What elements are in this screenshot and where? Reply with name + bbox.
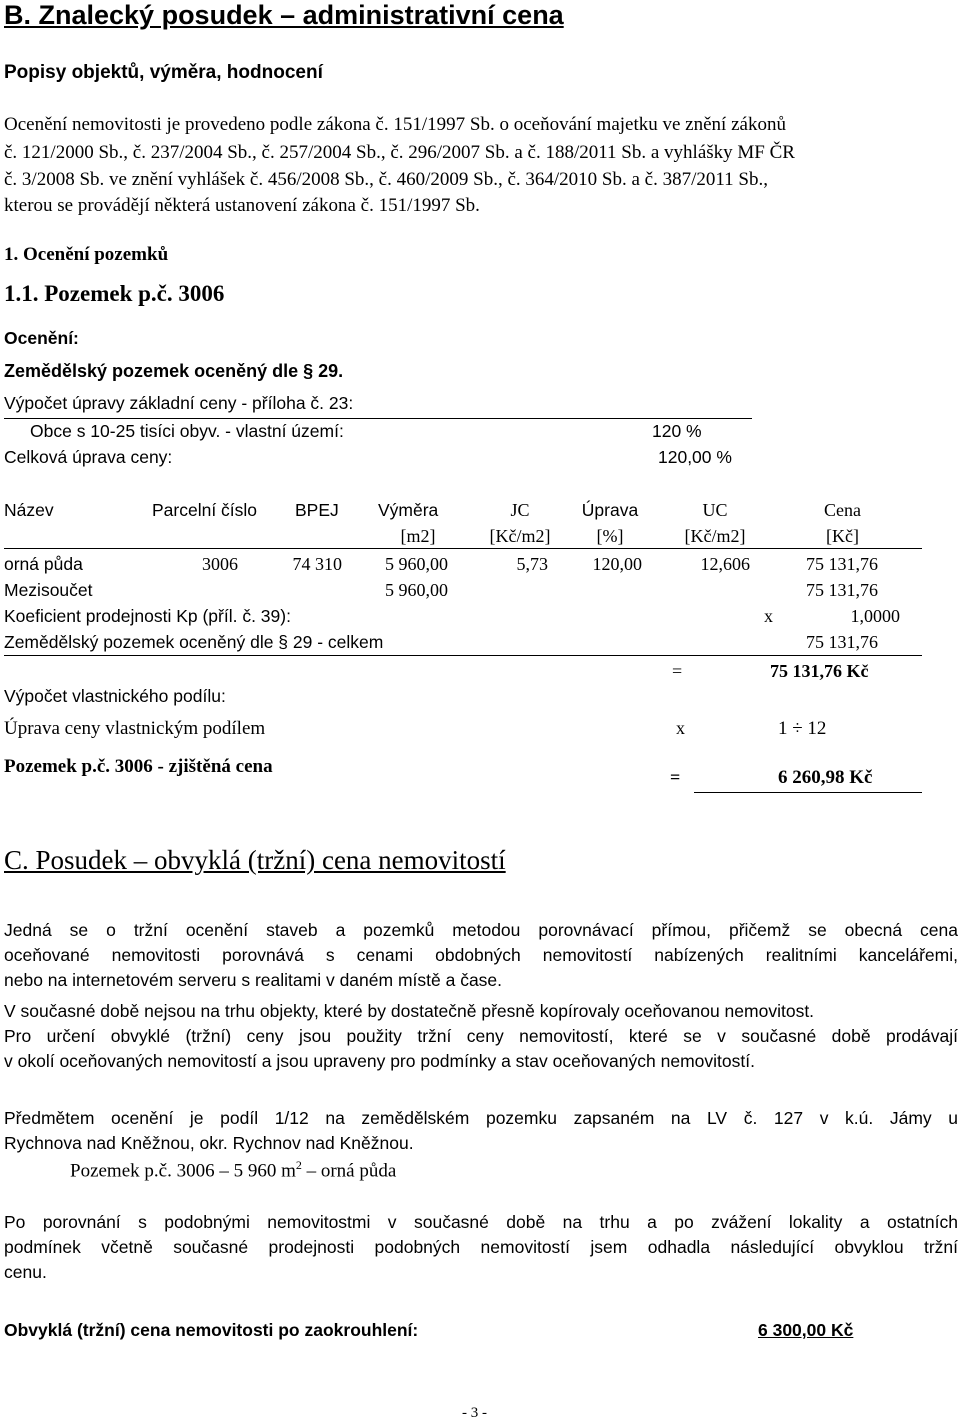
celkova-label: Celková úprava ceny: (4, 447, 173, 467)
th-cena-unit: [Kč] (826, 526, 859, 546)
th-jc: JC (510, 500, 530, 520)
th-bpej: BPEJ (295, 500, 339, 520)
para2-line-3: v okolí oceňovaných nemovitostí a jsou upraveny pro podmínky a stav oceňovaných nemovitostí. (4, 1051, 755, 1071)
td-vymera: 5 960,00 (385, 554, 448, 574)
para4-line-1: Po porovnání s podobnými nemovitostmi v současné době na trhu a po zvážení lokality a ostatních (4, 1212, 958, 1232)
para3-line-1: Předmětem ocenění je podíl 1/12 na zemědělském pozemku zapsaném na LV č. 127 v k.ú. Jámy u (4, 1108, 958, 1128)
oceneni-label: Ocenění: (4, 328, 79, 348)
para1-line-1: Jedná se o tržní ocenění staveb a pozemků metodou porovnávací přímou, přičemž se obecná cena (4, 920, 958, 940)
section-1-1-heading: 1.1. Pozemek p.č. 3006 (4, 281, 225, 306)
para4-line-2: podmínek včetně současné prodejnosti podobných nemovitostí jsem odhadla následující obvyklou tržní (4, 1237, 958, 1257)
paragraph-4 (4, 1210, 958, 1285)
celkem-label: Zemědělský pozemek oceněný dle § 29 - celkem (4, 632, 384, 652)
pozemek-line-text: Pozemek p.č. 3006 – 5 960 m (70, 1160, 296, 1182)
uprava-podilem-x: x (676, 718, 685, 738)
th-uc-unit: [Kč/m2] (684, 526, 746, 546)
paragraph-3 (4, 1106, 958, 1156)
para4-line-3: cenu. (4, 1262, 47, 1282)
pozemek-cena-label: Pozemek p.č. 3006 - zjištěná cena (4, 756, 273, 777)
koef-label: Koeficient prodejnosti Kp (příl. č. 39): (4, 606, 291, 626)
divider-line (4, 418, 752, 419)
page-number: - 3 - (462, 1405, 487, 1421)
th-parcelni: Parcelní číslo (152, 500, 258, 520)
th-jc-unit: [Kč/m2] (489, 526, 551, 546)
celkova-value: 120,00 % (658, 447, 732, 467)
td-uprava: 120,00 (592, 554, 642, 574)
th-uprava: Úprava (581, 500, 639, 520)
section-b-title: B. Znalecký posudek – administrativní cena (4, 0, 564, 30)
td-cena: 75 131,76 (806, 554, 878, 574)
vypocet-upravy: Výpočet úpravy základní ceny - příloha č. 23: (4, 393, 354, 413)
section-1-heading: 1. Ocenění pozemků (4, 244, 169, 265)
para1-line-3: nebo na internetovém serveru s realitami v daném místě a čase. (4, 970, 503, 990)
celkem-value: 75 131,76 (806, 632, 878, 652)
intro-line-1: Ocenění nemovitosti je provedeno podle zákona č. 151/1997 Sb. o oceňování majetku ve znění zákonů (4, 114, 786, 135)
td-parcelni: 3006 (202, 554, 238, 574)
mezisoucet-label: Mezisoučet (4, 580, 93, 600)
vypocet-podilu: Výpočet vlastnického podílu: (4, 686, 226, 706)
obce-label: Obce s 10-25 tisíci obyv. - vlastní území: (30, 421, 344, 441)
pozemek-cena-underline (694, 792, 922, 793)
intro-line-2: č. 121/2000 Sb., č. 237/2004 Sb., č. 257/2004 Sb., č. 296/2007 Sb. a č. 188/2011 Sb. a vyhlášky MF ČR (4, 142, 795, 163)
pozemek-line-end: – orná půda (301, 1160, 397, 1182)
th-uc: UC (702, 500, 728, 520)
th-nazev: Název (4, 500, 54, 520)
koef-x: x (764, 606, 773, 626)
pozemek-cena-equals: = (670, 767, 681, 787)
mezisoucet-vymera: 5 960,00 (385, 580, 448, 600)
final-value: 6 300,00 Kč (758, 1320, 854, 1340)
th-cena: Cena (824, 500, 861, 520)
obce-value: 120 % (652, 421, 702, 441)
final-label: Obvyklá (tržní) cena nemovitosti po zaokrouhlení: (4, 1320, 419, 1340)
total-equals: = (672, 661, 683, 681)
para2-line-1: V současné době nejsou na trhu objekty, které by dostatečně přesně kopírovaly oceňovanou nemovitost. (4, 1001, 815, 1021)
th-uprava-unit: [%] (596, 526, 624, 546)
para2-line-2: Pro určení obvyklé (tržní) ceny jsou použity tržní ceny nemovitostí, které se v současné době prodávají (4, 1026, 958, 1046)
section-c-title: C. Posudek – obvyklá (tržní) cena nemovitostí (4, 845, 506, 875)
paragraph-2 (4, 999, 958, 1074)
td-bpej: 74 310 (292, 554, 342, 574)
pozemek-line-sup: 2 (295, 1158, 302, 1172)
table-header-rule (4, 548, 922, 549)
para1-line-2: oceňované nemovitosti porovnává s cenami obdobných nemovitostí nabízených realitními kancelářemi, (4, 945, 958, 965)
td-uc: 12,606 (700, 554, 750, 574)
paragraph-1 (4, 918, 958, 993)
pozemek-line (70, 1158, 396, 1182)
uprava-podilem-label: Úprava ceny vlastnickým podílem (4, 718, 266, 739)
intro-line-3: č. 3/2008 Sb. ve znění vyhlášek č. 456/2008 Sb., č. 460/2009 Sb., č. 364/2010 Sb. a č. 387/2011 Sb., (4, 169, 768, 190)
intro-line-4: kterou se provádějí některá ustanovení zákona č. 151/1997 Sb. (4, 195, 480, 216)
th-vymera: Výměra (378, 500, 439, 520)
popisy-heading: Popisy objektů, výměra, hodnocení (4, 62, 323, 83)
para3-line-2: Rychnova nad Kněžnou, okr. Rychnov nad Kněžnou. (4, 1133, 414, 1153)
table-total-rule (4, 655, 922, 656)
td-jc: 5,73 (516, 554, 548, 574)
uprava-podilem-value: 1 ÷ 12 (778, 718, 827, 739)
td-nazev: orná půda (4, 554, 83, 574)
pozemek-cena-value: 6 260,98 Kč (778, 767, 873, 788)
mezisoucet-cena: 75 131,76 (806, 580, 878, 600)
koef-value: 1,0000 (850, 606, 900, 626)
th-vymera-unit: [m2] (400, 526, 436, 546)
zemedelsky-heading: Zemědělský pozemek oceněný dle § 29. (4, 361, 344, 381)
total-value: 75 131,76 Kč (770, 661, 869, 681)
